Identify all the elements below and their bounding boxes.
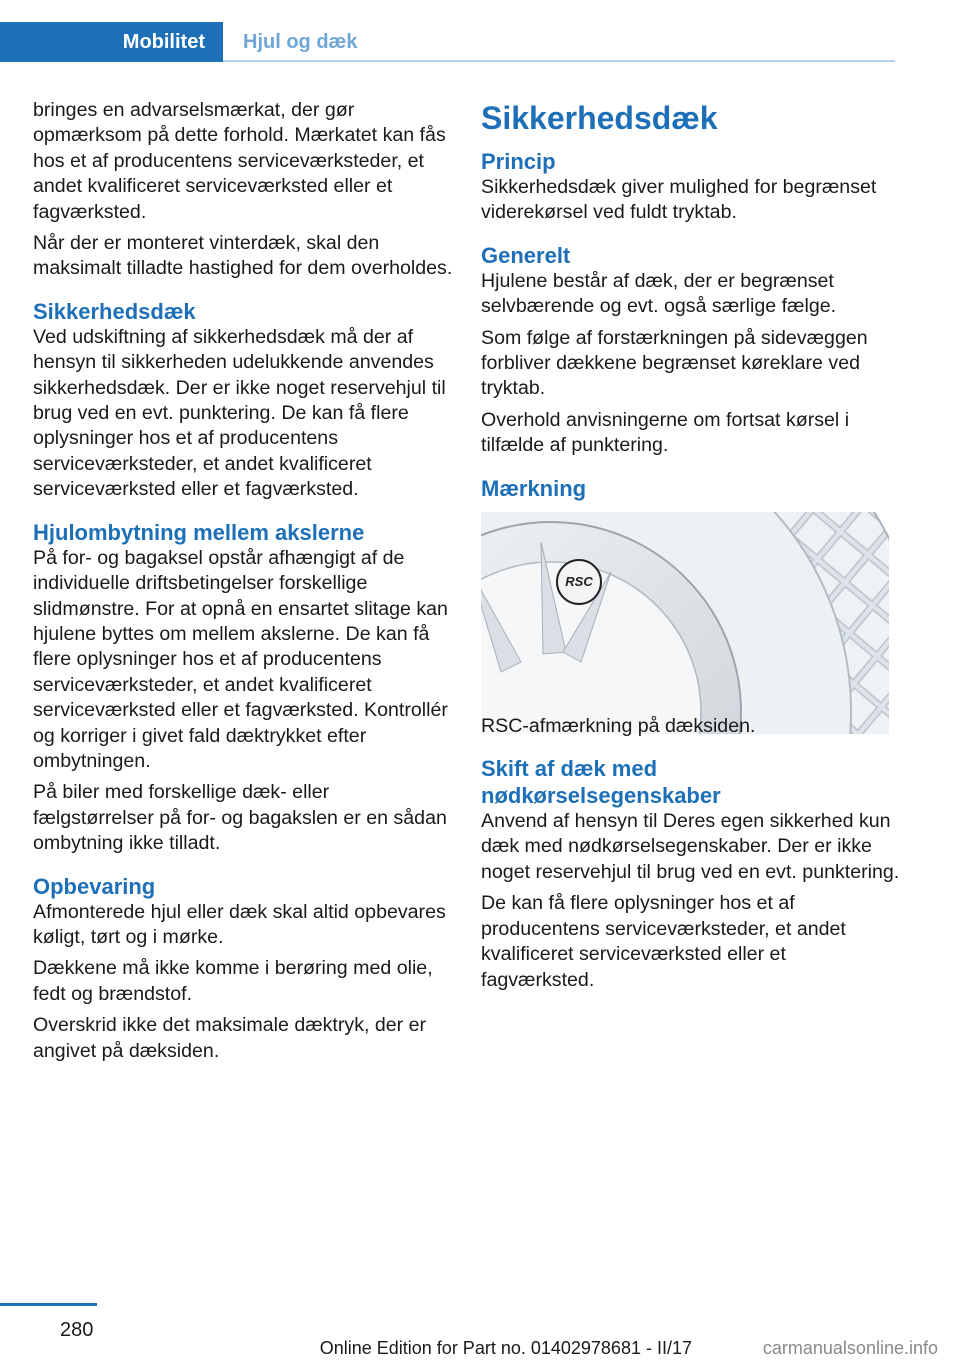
- tire-rsc-marking-figure: [481, 512, 889, 734]
- heading-skift-af-daek: Skift af dæk med nødkørselsegenskaber: [481, 756, 721, 809]
- heading-sikkerhedsdaek: Sikkerhedsdæk: [33, 298, 196, 324]
- paragraph: På biler med forskellige dæk- eller fælgstørrelser på for- og bagakslen er en sådan ombytning ikke tilladt.: [33, 781, 447, 855]
- edition-text: Online Edition for Part no. 01402978681 - II/17: [319, 1338, 692, 1358]
- paragraph: Overskrid ikke det maksimale dæktryk, der er angivet på dæksiden.: [33, 1014, 427, 1062]
- paragraph: Sikkerhedsdæk giver mulighed for begrænset viderekørsel ved fuldt tryktab.: [481, 176, 877, 224]
- footer-accent-bar: [0, 1303, 97, 1306]
- paragraph: Anvend af hensyn til Deres egen sikkerhed kun dæk med nødkørselsegenskaber. Der er ikke noget reservehjul til brug ved en evt. punktering.: [481, 810, 900, 883]
- section-tab-hjul-og-daek[interactable]: Hjul og dæk: [243, 30, 358, 53]
- paragraph: Når der er monteret vinterdæk, skal den maksimalt tilladte hastighed for dem overholdes.: [33, 232, 453, 280]
- paragraph: Ved udskiftning af sikkerhedsdæk må der af hensyn til sikkerheden udelukkende anvendes sikkerhedsdæk. Der er ikke noget reservehjul til brug ved en evt. punktering. De kan få flere oplysninger hos et af producentens serviceværksteder, et andet kvalificeret serviceværksted eller et fagværksted.: [33, 325, 446, 501]
- left-column: [33, 98, 453, 1070]
- paragraph: Afmonterede hjul eller dæk skal altid opbevares køligt, tørt og i mørke.: [33, 900, 446, 948]
- rsc-logo: RSC: [556, 559, 602, 605]
- heading-opbevaring: Opbevaring: [33, 873, 156, 899]
- paragraph: Overhold anvisningerne om fortsat kørsel i tilfælde af punktering.: [481, 408, 850, 457]
- page-header: [0, 0, 895, 62]
- paragraph: De kan få flere oplysninger hos et af producentens serviceværksteder, et andet kvalificeret serviceværksted eller et fagværksted.: [481, 892, 846, 991]
- heading-generelt: Generelt: [481, 242, 571, 268]
- page-title: Sikkerhedsdæk: [481, 100, 718, 136]
- right-column: [481, 98, 901, 999]
- figure-caption: RSC-afmærkning på dæksiden.: [481, 714, 756, 737]
- heading-maerkning: Mærkning: [481, 475, 587, 501]
- paragraph: Som følge af forstærkningen på sidevæggen forbliver dækkene begrænset køreklare ved tryktab.: [481, 326, 868, 400]
- heading-hjulombytning: Hjulombytning mellem akslerne: [33, 519, 365, 545]
- paragraph: bringes en advarselsmærkat, der gør opmærksom på dette forhold. Mærkatet kan fås hos et af producentens serviceværksteder, et andet kvalificeret serviceværksted eller et fagværksted.: [33, 99, 446, 223]
- section-tab-mobilitet[interactable]: Mobilitet: [0, 22, 223, 62]
- paragraph: Dækkene må ikke komme i berøring med olie, fedt og brændstof.: [33, 957, 433, 1005]
- heading-princip: Princip: [481, 149, 556, 174]
- watermark-text: carmanualsonline.info: [762, 1338, 938, 1358]
- paragraph: På for- og bagaksel opstår afhængigt af de individuelle driftsbetingelser forskellige slidmønstre. For at opnå en ensartet slitage kan hjulene byttes om mellem akslerne. De kan få flere oplysninger hos et af producentens serviceværksteder, et andet kvalificeret serviceværksted eller et fagværksted. Kontrollér og korriger i givet fald dæktrykket efter ombytningen.: [33, 546, 448, 772]
- page-number: 280: [60, 1319, 94, 1341]
- paragraph: Hjulene består af dæk, der er begrænset selvbærende og evt. også særlige fælge.: [481, 269, 837, 318]
- header-divider: [223, 60, 895, 62]
